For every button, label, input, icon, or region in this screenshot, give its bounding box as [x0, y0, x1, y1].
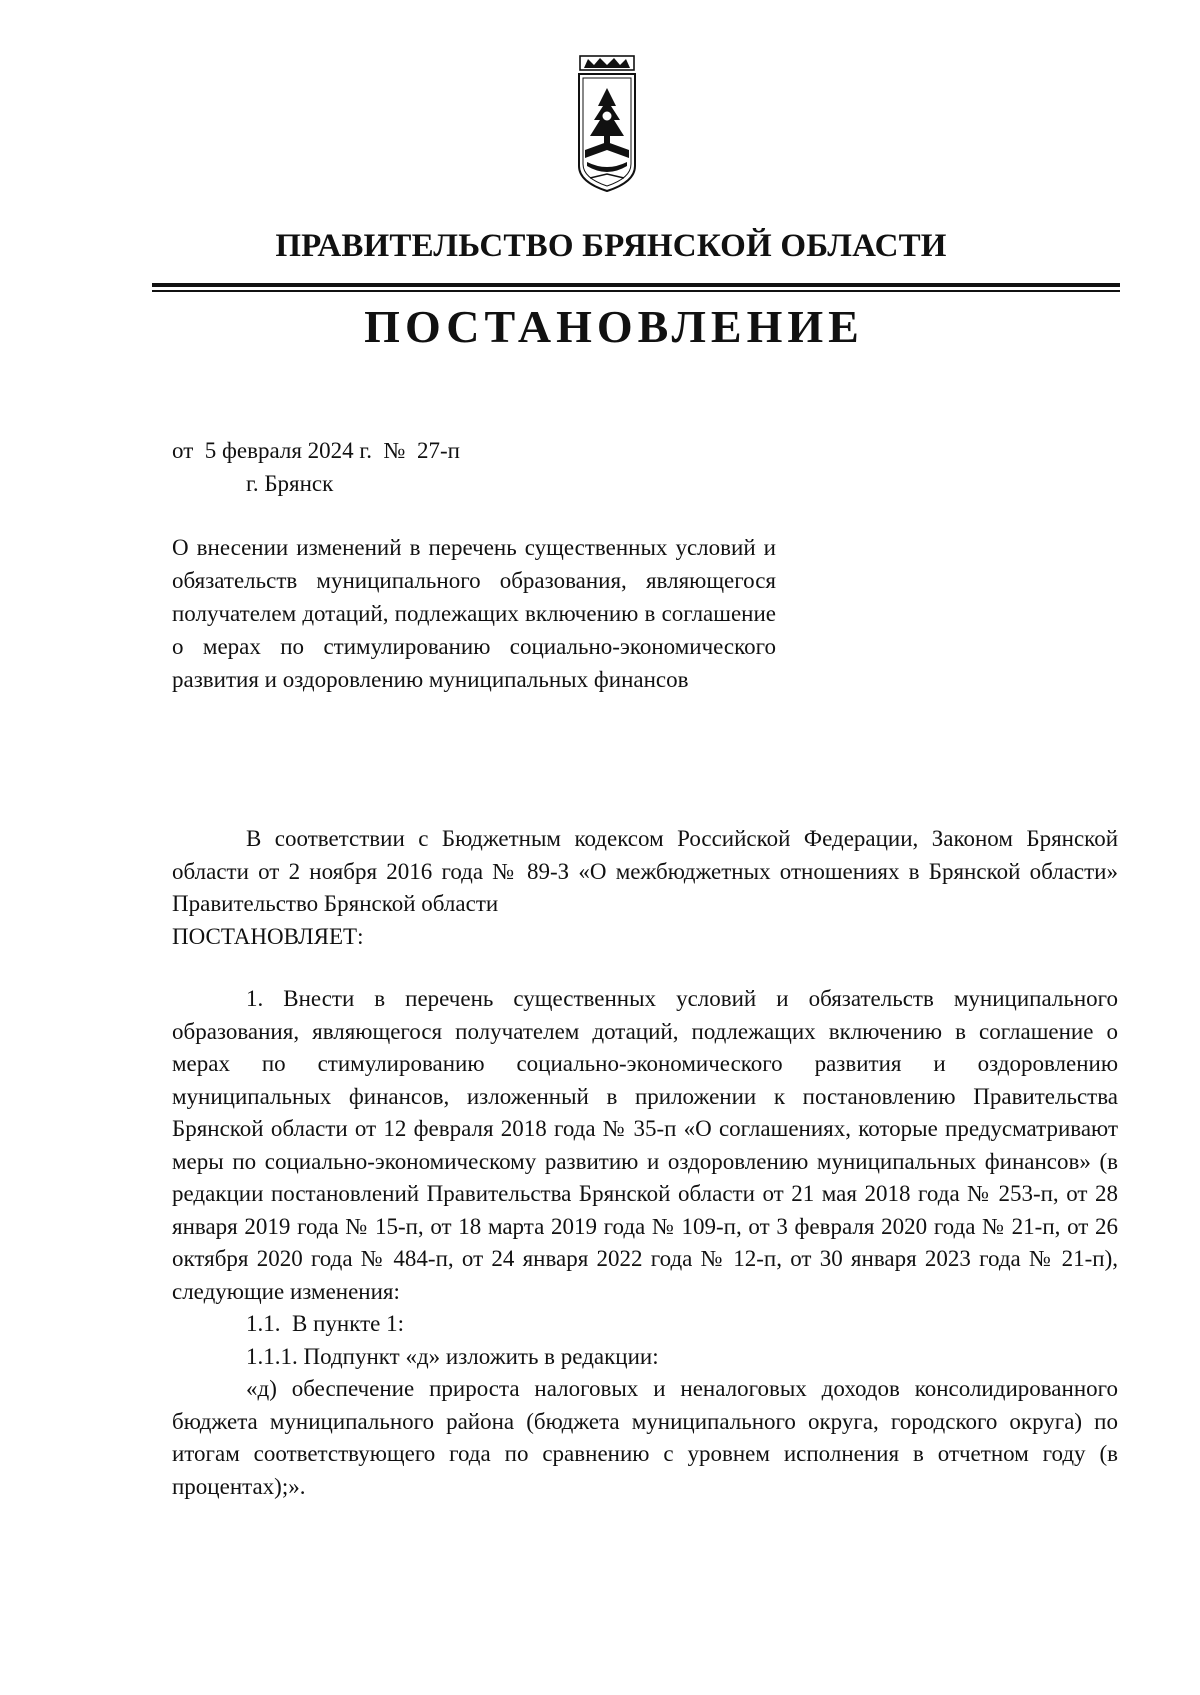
header-divider-thin	[152, 290, 1120, 292]
decree-word: ПОСТАНОВЛЯЕТ:	[172, 923, 364, 949]
main-body-block	[172, 983, 1118, 1503]
document-subject: О внесении изменений в перечень существенных условий и обязательств муниципального образования, являющегося получателем дотаций, подлежащих включению в соглашение о мерах по стимулированию социально-экономического развития и оздоровлению муниципальных финансов	[172, 535, 776, 692]
quote-subitem-d: «д) обеспечение прироста налоговых и неналоговых доходов консолидированного бюджета муниципального района (бюджета муниципального округа, городского округа) по итогам соответствующего года по сравнению с уровнем исполнения в отчетном году (в процентах);».	[172, 1376, 1118, 1499]
header-divider-thick	[152, 283, 1120, 287]
bryansk-coat-of-arms-icon	[576, 54, 638, 196]
intro-paragraph: В соответствии с Бюджетным кодексом Российской Федерации, Законом Брянской области от 2 ноября 2016 года № 89-З «О межбюджетных отношениях в Брянской области» Правительство Брянской области	[172, 826, 1118, 916]
item-1-paragraph: 1. Внести в перечень существенных условий и обязательств муниципального образования, являющегося получателем дотаций, подлежащих включению в соглашение о мерах по стимулированию социально-экономического развития и оздоровлению муниципальных финансов, изложенный в приложении к постановлению Правительства Брянской области от 12 февраля 2018 года № 35-п «О соглашениях, которые предусматривают меры по социально-экономическому развитию и оздоровлению муниципальных финансов» (в редакции постановлений Правительства Брянской области от 21 мая 2018 года № 253-п, от 28 января 2019 года № 15-п, от 18 марта 2019 года № 109-п, от 3 февраля 2020 года № 21-п, от 26 октября 2020 года № 484-п, от 24 января 2022 года № 12-п, от 30 января 2023 года № 21-п), следующие изменения:	[172, 986, 1118, 1304]
date-number-line: от 5 февраля 2024 г. № 27-п	[172, 438, 460, 463]
intro-paragraph-block	[172, 823, 1118, 953]
document-type-title: ПОСТАНОВЛЕНИЕ	[364, 301, 864, 352]
government-name: ПРАВИТЕЛЬСТВО БРЯНСКОЙ ОБЛАСТИ	[275, 228, 947, 264]
document-meta	[172, 434, 460, 500]
item-1-1-line: 1.1. В пункте 1:	[246, 1311, 404, 1336]
item-1-1-1-line: 1.1.1. Подпункт «д» изложить в редакции:	[246, 1343, 659, 1369]
city-line: г. Брянск	[246, 471, 334, 496]
